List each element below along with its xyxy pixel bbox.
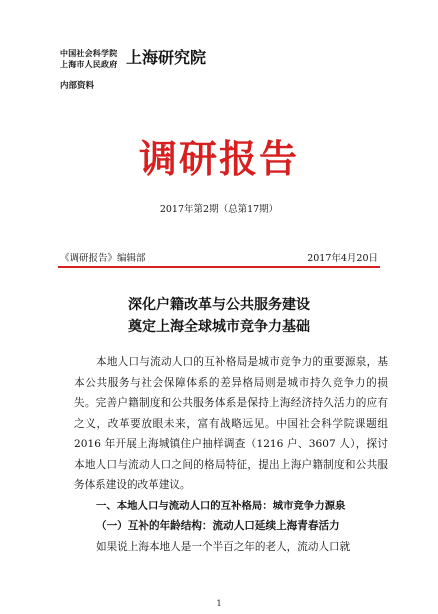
- subsection-heading-1: （一）互补的年龄结构：流动人口延续上海青春活力: [96, 520, 340, 532]
- article-title: [0, 294, 438, 338]
- paragraph-intro: 本地人口与流动人口的互补格局是城市竞争力的重要源泉，基本公共服务与社会保障体系的差异格局则是城市持久竞争力的损失。完善户籍制度和公共服务体系是保持上海经济持久活力的应有之义，改革要放眼未来，富有战略远见。中国社会科学院课题组 2016 年开展上海城镇住户抽样调查（1216 户、3607 人），探讨本地人口与流动人口之间的格局特征，提出上海户籍制度和公共服务体系建设的改革建议。: [74, 356, 388, 491]
- page-number: 1: [216, 599, 222, 608]
- article-body: [74, 352, 388, 557]
- org-line-shanghai-gov: 上海市人民政府: [60, 59, 118, 69]
- issue-number: 2017年第2期（总第17期）: [159, 204, 279, 215]
- article-title-line1: 深化户籍改革与公共服务建设: [128, 297, 310, 313]
- org-names: [60, 48, 117, 70]
- paragraph-2: 如果说上海本地人是一个半百之年的老人，流动人口就: [96, 540, 351, 553]
- institute-name: 上海研究院: [126, 48, 207, 67]
- report-date: 2017年4月20日: [307, 253, 378, 264]
- section-heading-1: 一、本地人口与流动人口的互补格局：城市竞争力源泉: [96, 499, 346, 512]
- red-divider: [58, 266, 380, 268]
- article-title-line2: 奠定上海全球城市竞争力基础: [128, 319, 310, 335]
- report-main-title: 调研报告: [138, 136, 299, 181]
- internal-label: 内部资料: [60, 81, 95, 91]
- editor-name: 《调研报告》编辑部: [60, 253, 146, 264]
- org-line-cass: 中国社会科学院: [60, 48, 118, 58]
